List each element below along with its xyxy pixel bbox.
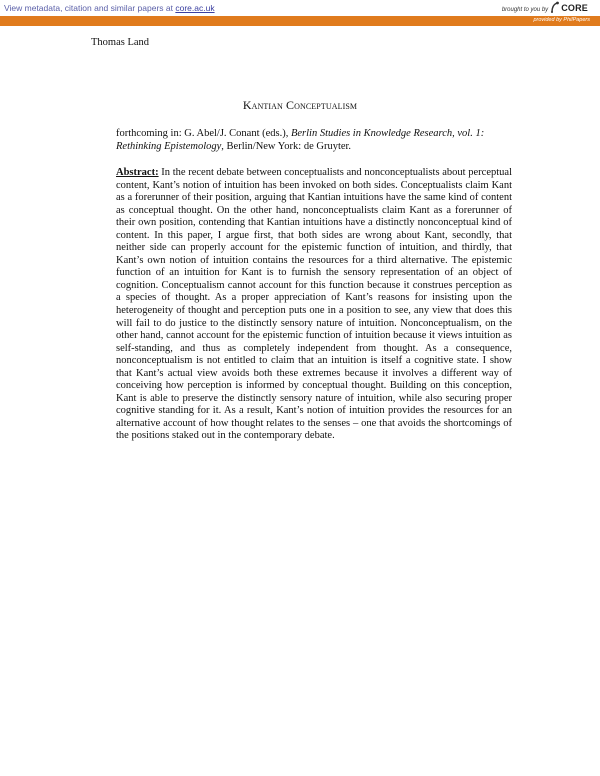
core-logo-text: CORE — [561, 3, 588, 13]
core-brought-by-text: brought to you by — [501, 7, 549, 13]
core-metadata-link[interactable] — [4, 3, 215, 13]
citation-prefix: forthcoming in: G. Abel/J. Conant (eds.), — [116, 128, 291, 139]
paper-title: Kantian Conceptualism — [242, 98, 358, 112]
author-name: Thomas Land — [91, 37, 150, 48]
core-banner — [0, 0, 600, 16]
core-provider-bar — [0, 16, 600, 26]
abstract-text: In the recent debate between conceptualists and nonconceptualists about perceptual content, Kant’s notion of intuition has been invoked on both sides. Conceptualists claim Kant as a forerunner of their position, arguing that Kantian intuitions have the same kind of content as conceptual thought. On the other hand, nonconceptualists claim Kant as a forerunner of their own position, contending that Kantian intuitions have a distinctly nonconceptual kind of content. In this paper, I argue first, that both sides are wrong about Kant, secondly, that neither side can properly account for the epistemic function of intuition, and thirdly, that Kant’s own notion of intuition contains the resources for a third alternative. The epistemic function of an intuition for Kant is to furnish the sensory representation of an object of cognition. Conceptualism cannot account for this function because it construes perception as a species of thought. As a proper appreciation of Kant’s reasons for insisting upon the heterogeneity of thought and perception puts one in a position to see, any view that does this will fail to do justice to the distinctly sensory nature of intuition. Nonconceptualism, on the other hand, cannot account for the epistemic function of intuition because it views intuition as self-standing, and thus as completely independent from thought. As a consequence, nonconceptualism is not entitled to claim that an intuition is itself a cognitive state. I show that Kant’s actual view avoids both these extremes because it involves a different way of conceiving how perception is informed by conceptual thought. Building on this conception, Kant is able to preserve the distinctly sensory nature of intuition, while also securing proper cognitive standing for it. As a result, Kant’s notion of intuition provides the resources for an alternative account of how thought relates to the senses – one that avoids the shortcomings of the positions staked out in the contemporary debate. — [116, 167, 512, 442]
abstract-label: Abstract: — [116, 167, 159, 178]
citation-suffix: , Berlin/New York: de Gruyter. — [221, 141, 352, 152]
citation-series-title: Berlin Studies in Knowledge Research, vol. 1: Rethinking Epistemology — [116, 128, 485, 152]
core-logo[interactable] — [550, 1, 588, 13]
core-brought-by — [502, 1, 588, 13]
core-link-prefix: View metadata, citation and similar papers at — [4, 3, 176, 13]
abstract — [116, 167, 512, 443]
core-link-domain[interactable]: core.ac.uk — [175, 3, 215, 13]
core-logo-icon — [550, 1, 560, 13]
publication-citation — [116, 127, 512, 153]
core-provided-by[interactable]: provided by PhilPapers — [533, 17, 590, 23]
